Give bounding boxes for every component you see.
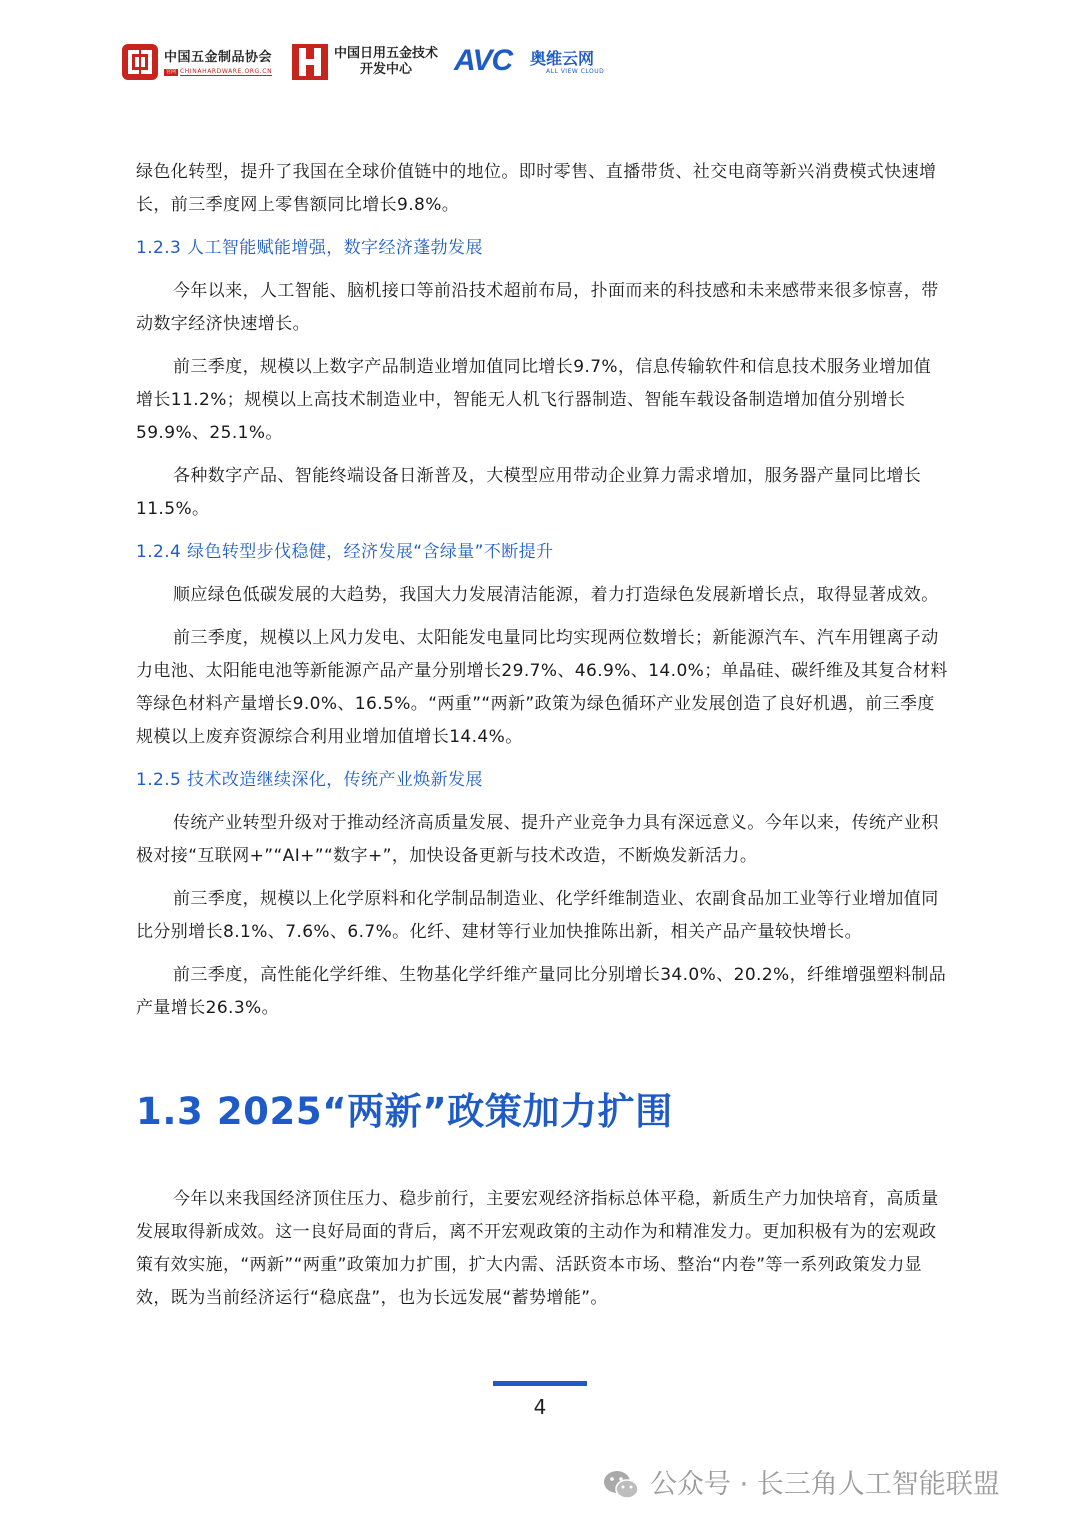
paragraph: 前三季度，规模以上化学原料和化学制品制造业、化学纤维制造业、农副食品加工业等行业增加值同比分别增长8.1%、7.6%、6.7%。化纤、建材等行业加快推陈出新，相关产品产量较快增长。 [136,889,939,942]
watermark-text: 公众号 · 长三角人工智能联盟 [650,1469,1000,1500]
paragraph: 前三季度，规模以上风力发电、太阳能发电量同比均实现两位数增长；新能源汽车、汽车用锂离子动力电池、太阳能电池等新能源产品产量分别增长29.7%、46.9%、14.0%；单晶硅、碳纤维及其复合材料等绿色材料产量增长9.0%、16.5%。“两重”“两新”政策为绿色循环产业发展创造了良好机遇，前三季度规模以上废弃资源综合利用业增加值增长14.4%。 [136,628,948,747]
hardware-center-logo [292,44,328,80]
org2-line1: 中国日用五金技术 [334,46,439,61]
subheading-1-2-4: 1.2.4 绿色转型步伐稳健，经济发展“含绿量”不断提升 [136,542,554,562]
page-number-bar [493,1381,587,1386]
subheading-1-2-5: 1.2.5 技术改造继续深化，传统产业焕新发展 [136,770,483,790]
org1-name: 中国五金制品协会 [164,50,273,65]
org1-text [164,46,272,76]
paragraph: 各种数字产品、智能终端设备日渐普及，大模型应用带动企业算力需求增加，服务器产量同比增长11.5%。 [136,466,922,519]
hardware-association-logo [120,42,160,82]
page-header [120,38,760,88]
page-number: 4 [533,1395,547,1419]
paragraph: 顺应绿色低碳发展的大趋势，我国大力发展清洁能源，着力打造绿色发展新增长点，取得显著成效。 [173,585,939,605]
paragraph: 今年以来，人工智能、脑机接口等前沿技术超前布局，扑面而来的科技感和未来感带来很多惊喜，带动数字经济快速增长。 [136,281,939,334]
avc-name: 奥维云网 [530,49,595,68]
paragraph: 前三季度，规模以上数字产品制造业增加值同比增长9.7%，信息传输软件和信息技术服务业增加值增长11.2%；规模以上高技术制造业中，智能无人机飞行器制造、智能车载设备制造增加值分别增长59.9%、25.1%。 [136,357,932,443]
avc-logo: AVC [454,44,513,77]
paragraph: 绿色化转型，提升了我国在全球价值链中的地位。即时零售、直播带货、社交电商等新兴消费模式快速增长，前三季度网上零售额同比增长9.8%。 [136,162,937,215]
org1-sub [164,68,272,76]
subheading-1-2-3: 1.2.3 人工智能赋能增强，数字经济蓬勃发展 [136,238,483,258]
org2-text [334,46,438,78]
org2-line2: 开发中心 [360,62,413,77]
paragraph: 前三季度，高性能化学纤维、生物基化学纤维产量同比分别增长34.0%、20.2%，纤维增强塑料制品产量增长26.3%。 [136,965,947,1018]
section-heading-1-3: 1.3 2025“两新”政策加力扩围 [136,1090,673,1133]
paragraph: 今年以来我国经济顶住压力、稳步前行，主要宏观经济指标总体平稳，新质生产力加快培育，高质量发展取得新成效。这一良好局面的背后，离不开宏观政策的主动作为和精准发力。更加积极有为的宏观政策有效实施，“两新”“两重”政策加力扩围，扩大内需、活跃资本市场、整治“内卷”等一系列政策发力显效，既为当前经济运行“稳底盘”，也为长远发展“蓄势增能”。 [136,1189,939,1308]
avc-sub: ALL VIEW CLOUD [546,68,605,75]
watermark [602,1466,1052,1506]
org1-url: CHINAHARDWARE.ORG.CN [180,68,273,75]
wechat-icon [602,1468,640,1502]
org1-tag: 官网 [166,68,177,75]
paragraph: 传统产业转型升级对于推动经济高质量发展、提升产业竞争力具有深远意义。今年以来，传统产业积极对接“互联网+”“AI+”“数字+”，加快设备更新与技术改造，不断焕发新活力。 [136,813,939,866]
document-body [136,156,948,1315]
